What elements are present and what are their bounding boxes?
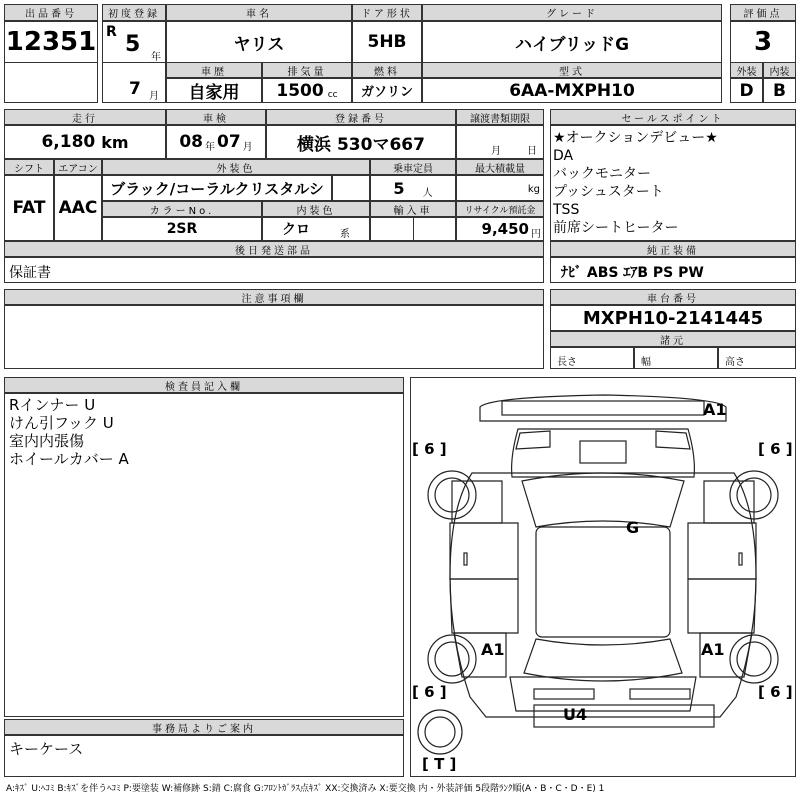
- mark-tire-front-left: [ 6 ]: [412, 440, 447, 458]
- rear-window: [524, 639, 682, 681]
- inspector-header: 検査員記入欄: [4, 377, 404, 393]
- later-parts-header: 後日発送部品: [4, 241, 544, 257]
- displacement-unit: cc: [327, 89, 338, 100]
- front-grille: [502, 401, 704, 415]
- fuel: ガソリン: [352, 78, 422, 103]
- mark-tire-front-right: [ 6 ]: [758, 440, 793, 458]
- insp-year-unit: 年: [205, 141, 215, 153]
- ext-color: ブラック/コーラルクリスタルシ: [102, 175, 332, 201]
- sales-point-item: ★オークションデビュー★: [553, 130, 718, 146]
- displacement-box: [262, 78, 352, 103]
- mark-right-rear: A1: [701, 640, 725, 659]
- max-load-unit: kg: [527, 184, 540, 195]
- left-front-door: [450, 523, 518, 579]
- door-header: ドア形状: [352, 4, 422, 21]
- car-name-header: 車名: [166, 4, 352, 21]
- registration: 横浜 530マ667: [266, 125, 456, 159]
- door-handle: [739, 553, 742, 565]
- sales-points-list: [551, 126, 795, 240]
- ext-color-header: 外装色: [102, 159, 370, 175]
- mileage-box: [4, 125, 166, 159]
- car-diagram: [410, 377, 796, 777]
- mileage-unit: km: [101, 132, 129, 152]
- grade: ハイブリッドG: [422, 21, 722, 63]
- ext-color-extra: [332, 175, 370, 201]
- inspector-note: けん引フック U: [9, 414, 114, 432]
- inspector-box: [4, 393, 404, 717]
- rear-plate-right: [630, 689, 690, 699]
- deadline-day-unit: 日: [527, 146, 537, 157]
- interior-grade: B: [763, 78, 796, 103]
- first-reg-box: [102, 21, 166, 63]
- reg-month: 7: [129, 79, 141, 99]
- specs-header: 諸元: [550, 331, 796, 347]
- chassis-number: MXPH10-2141445: [550, 305, 796, 331]
- sales-point-item: 前席シートヒーター: [553, 220, 679, 236]
- displacement: 1500: [276, 80, 324, 101]
- headlight-left: [516, 431, 550, 449]
- spec-length: [550, 347, 634, 369]
- lot-no: 12351: [4, 21, 98, 63]
- era: R: [106, 24, 117, 40]
- mark-tire-rear-left: [ 6 ]: [412, 683, 447, 701]
- spec-width: [634, 347, 718, 369]
- spec-length-label: 長さ: [557, 357, 577, 368]
- registration-header: 登録番号: [266, 109, 456, 125]
- office-note: キーケース: [9, 740, 84, 758]
- sales-points-header: セールスポイント: [550, 109, 796, 125]
- license-plate-rear: [534, 689, 594, 699]
- trunk-lid: [510, 677, 696, 711]
- capacity: 5: [393, 178, 405, 198]
- office-box: [4, 735, 404, 777]
- mark-front-bumper: A1: [703, 400, 727, 419]
- first-reg-month-box: [102, 62, 166, 103]
- door-handle: [464, 553, 467, 565]
- transfer-deadline-header: 譲渡書類期限: [456, 109, 544, 125]
- headlight-right: [656, 431, 690, 449]
- mark-roof: G: [626, 518, 640, 537]
- int-color: クロ: [282, 222, 310, 238]
- car-name: ヤリス: [166, 21, 352, 63]
- inspector-notes-list: [5, 394, 403, 470]
- right-rear-door: [688, 579, 756, 633]
- history-header: 車歴: [166, 62, 262, 78]
- import-header: 輸入車: [370, 201, 456, 217]
- genuine-equip-header: 純正装備: [550, 241, 796, 257]
- sales-point-item: TSS: [553, 202, 580, 218]
- mark-rear-bumper: U4: [563, 705, 588, 724]
- chassis-header: 車台番号: [550, 289, 796, 305]
- windshield: [522, 473, 684, 527]
- front-bumper: [480, 395, 726, 421]
- hood: [512, 429, 695, 477]
- inspector-note: 室内内張傷: [9, 432, 85, 450]
- capacity-box: [370, 175, 456, 201]
- insp-year: 08: [179, 132, 203, 152]
- sales-point-item: DA: [553, 148, 574, 164]
- deadline-month-unit: 月: [491, 146, 501, 157]
- first-reg-header: 初度登録: [102, 4, 166, 21]
- door-type: 5HB: [352, 21, 422, 63]
- exterior-grade: D: [730, 78, 763, 103]
- roof: [536, 527, 670, 637]
- shift-header: シフト: [4, 159, 54, 175]
- insp-month: 07: [217, 132, 241, 152]
- aircon-header: エアコン: [54, 159, 102, 175]
- recycle: 9,450: [481, 220, 529, 238]
- spec-width-label: 幅: [641, 357, 651, 368]
- import-box: [370, 217, 456, 241]
- int-color-header: 内装色: [262, 201, 370, 217]
- score: 3: [730, 21, 796, 63]
- max-load-header: 最大積載量: [456, 159, 544, 175]
- mark-tire-rear-right: [ 6 ]: [758, 683, 793, 701]
- reg-year-unit: 年: [151, 52, 161, 63]
- spec-height-label: 高さ: [725, 357, 745, 368]
- mileage: 6,180: [41, 132, 96, 152]
- notes-box: [4, 305, 544, 369]
- color-no-header: カラーNo.: [102, 201, 262, 217]
- genuine-equip-text: ﾅﾋﾞ ABS ｴｱB PS PW: [561, 265, 704, 281]
- reg-year: 5: [125, 32, 141, 57]
- inspector-note: ホイールカバー A: [9, 450, 129, 468]
- genuine-equip: [550, 257, 796, 283]
- fuel-header: 燃料: [352, 62, 422, 78]
- recycle-box: [456, 217, 544, 241]
- right-front-door: [688, 523, 756, 579]
- sales-points-box: [550, 125, 796, 241]
- score-header: 評価点: [730, 4, 796, 21]
- lot-no-header: 出品番号: [4, 4, 98, 21]
- recycle-header: リサイクル預託金: [456, 201, 544, 217]
- transfer-deadline: [456, 125, 544, 159]
- legend: A:ｷｽﾞ U:ﾍｺﾐ B:ｷｽﾞを伴うﾍｺﾐ P:要塗装 W:補修跡 S:錆 C:腐食 G:ﾌﾛﾝﾄｶﾞﾗｽ点ｷｽﾞ XX:交換済み X:要交換 内・外装評価 5段階ﾗﾝｸ順(A・B・C・D・E) 1: [6, 784, 605, 794]
- int-color-box: [262, 217, 370, 241]
- grade-header: グレード: [422, 4, 722, 21]
- capacity-header: 乗車定員: [370, 159, 456, 175]
- capacity-unit: 人: [422, 187, 433, 199]
- shift: FAT: [4, 175, 54, 241]
- color-no: 2SR: [102, 217, 262, 241]
- int-color-unit: 系: [340, 228, 350, 240]
- rear-bumper: [534, 705, 714, 727]
- exterior-header: 外装: [730, 62, 763, 78]
- hood-vent: [580, 441, 626, 463]
- office-header: 事務局よりご案内: [4, 719, 404, 735]
- mark-spare-tire: [ T ]: [422, 755, 457, 773]
- insp-month-unit: 月: [242, 141, 253, 153]
- displacement-header: 排気量: [262, 62, 352, 78]
- inspection-box: [166, 125, 266, 159]
- left-rear-door: [450, 579, 518, 633]
- spec-height: [718, 347, 796, 369]
- sales-point-item: バックモニター: [553, 166, 651, 182]
- inspector-note: Rインナー U: [9, 396, 96, 414]
- mark-left-rear: A1: [481, 640, 505, 659]
- reg-month-unit: 月: [149, 91, 159, 102]
- recycle-unit: 円: [531, 228, 541, 240]
- later-parts: [4, 257, 544, 283]
- model-code: 6AA-MXPH10: [422, 78, 722, 103]
- sales-point-item: プッシュスタート: [553, 184, 664, 200]
- lot-no-blank: [4, 62, 98, 103]
- later-parts-text: 保証書: [9, 265, 51, 281]
- history: 自家用: [166, 78, 262, 103]
- max-load-box: [456, 175, 544, 201]
- model-code-header: 型式: [422, 62, 722, 78]
- interior-header: 内装: [763, 62, 796, 78]
- mileage-header: 走行: [4, 109, 166, 125]
- notes-header: 注意事項欄: [4, 289, 544, 305]
- aircon: AAC: [54, 175, 102, 241]
- inspection-header: 車検: [166, 109, 266, 125]
